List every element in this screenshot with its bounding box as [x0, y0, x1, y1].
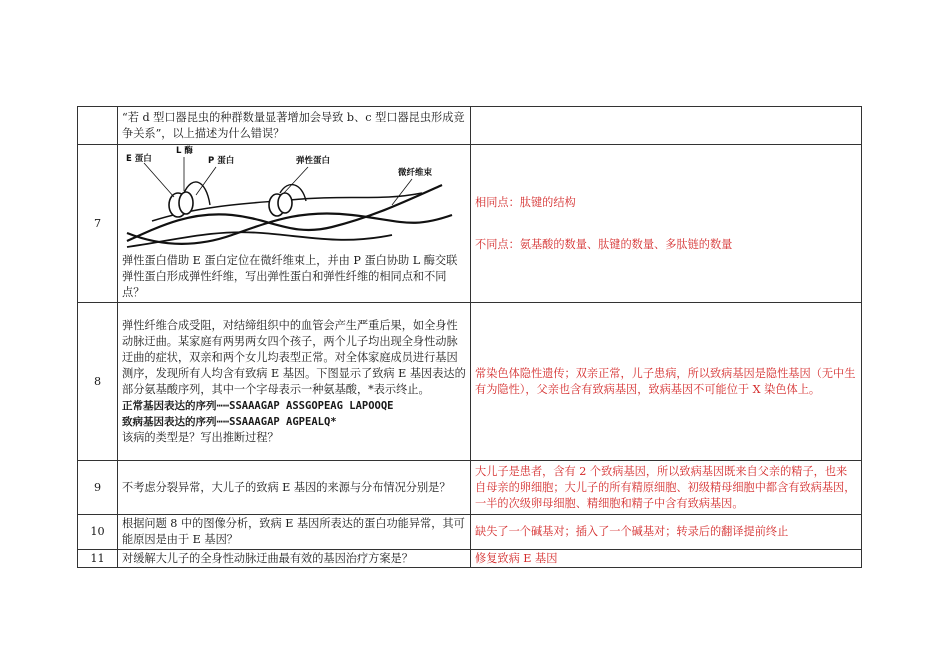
label-p-protein: P 蛋白	[208, 156, 235, 166]
answer-line-diff: 不同点：氨基酸的数量、肽键的数量、多肽链的数量	[475, 237, 733, 251]
label-e-protein: E 蛋白	[126, 154, 152, 164]
answer-cell	[471, 107, 862, 145]
row-number: 11	[78, 550, 118, 568]
table-row	[78, 515, 862, 550]
question-tail: 该病的类型是？写出推断过程？	[122, 430, 279, 444]
qa-table	[77, 106, 862, 568]
table-row	[78, 550, 862, 568]
answer-cell	[471, 145, 862, 303]
answer-cell: 缺失了一个碱基对；插入了一个碱基对；转录后的翻译提前终止	[471, 515, 862, 550]
table-row	[78, 461, 862, 515]
row-number: 10	[78, 515, 118, 550]
row-number: 8	[78, 303, 118, 461]
answer-line-same: 相同点：肽键的结构	[475, 195, 576, 209]
question-cell: 不考虑分裂异常，大儿子的致病 E 基因的来源与分布情况分别是？	[118, 461, 471, 515]
question-cell: 对缓解大儿子的全身性动脉迂曲最有效的基因治疗方案是？	[118, 550, 471, 568]
question-text: 弹性纤维合成受阻，对结缔组织中的血管会产生严重后果，如全身性动脉迂曲。某家庭有两男两女四个孩子，两个儿子均出现全身性动脉迂曲的症状，双亲和两个女儿均表型正常。对全体家庭成员进行基因测序，发现所有人均含有致病 E 基因。下图显示了致病 E 基因表达的部分氨基酸序列，其中一个字母表示一种氨基酸，*表示终止。	[122, 318, 466, 396]
sequence-disease: 致病基因表达的序列⋯⋯SSAAAGAP AGPEALQ*	[122, 415, 337, 428]
question-text: 弹性蛋白借助 E 蛋白定位在微纤维束上，并由 P 蛋白协助 L 酶交联弹性蛋白形成弹性纤维，写出弹性蛋白和弹性纤维的相同点和不同点？	[122, 254, 458, 299]
table-row	[78, 145, 862, 303]
row-number: 7	[78, 145, 118, 303]
answer-cell: 修复致病 E 基因	[471, 550, 862, 568]
table-row	[78, 303, 862, 461]
answer-cell: 常染色体隐性遗传；双亲正常，儿子患病，所以致病基因是隐性基因（无中生有为隐性），父亲也含有致病基因，致病基因不可能位于 X 染色体上。	[471, 303, 862, 461]
elastic-fiber-figure	[122, 145, 462, 253]
question-cell: “若 d 型口器昆虫的种群数量显著增加会导致 b、c 型口器昆虫形成竞争关系”，以上描述为什么错误？	[118, 107, 471, 145]
answer-cell: 大儿子是患者，含有 2 个致病基因，所以致病基因既来自父亲的精子，也来自母亲的卵细胞；大儿子的所有精原细胞、初级精母细胞中都含有致病基因，一半的次级卵母细胞、精细胞和精子中含有致病基因。	[471, 461, 862, 515]
label-l-enzyme: L 酶	[176, 146, 193, 156]
question-cell	[118, 145, 471, 303]
label-microfibril: 微纤维束	[398, 168, 433, 178]
row-number: 9	[78, 461, 118, 515]
table-row	[78, 107, 862, 145]
label-elastin: 弹性蛋白	[296, 156, 331, 166]
question-cell	[118, 303, 471, 461]
question-cell: 根据问题 8 中的图像分析，致病 E 基因所表达的蛋白功能异常，其可能原因是由于 E 基因？	[118, 515, 471, 550]
sequence-normal: 正常基因表达的序列⋯⋯SSAAAGAP ASSGOPEAG LAPOOQE	[122, 399, 394, 412]
row-number	[78, 107, 118, 145]
